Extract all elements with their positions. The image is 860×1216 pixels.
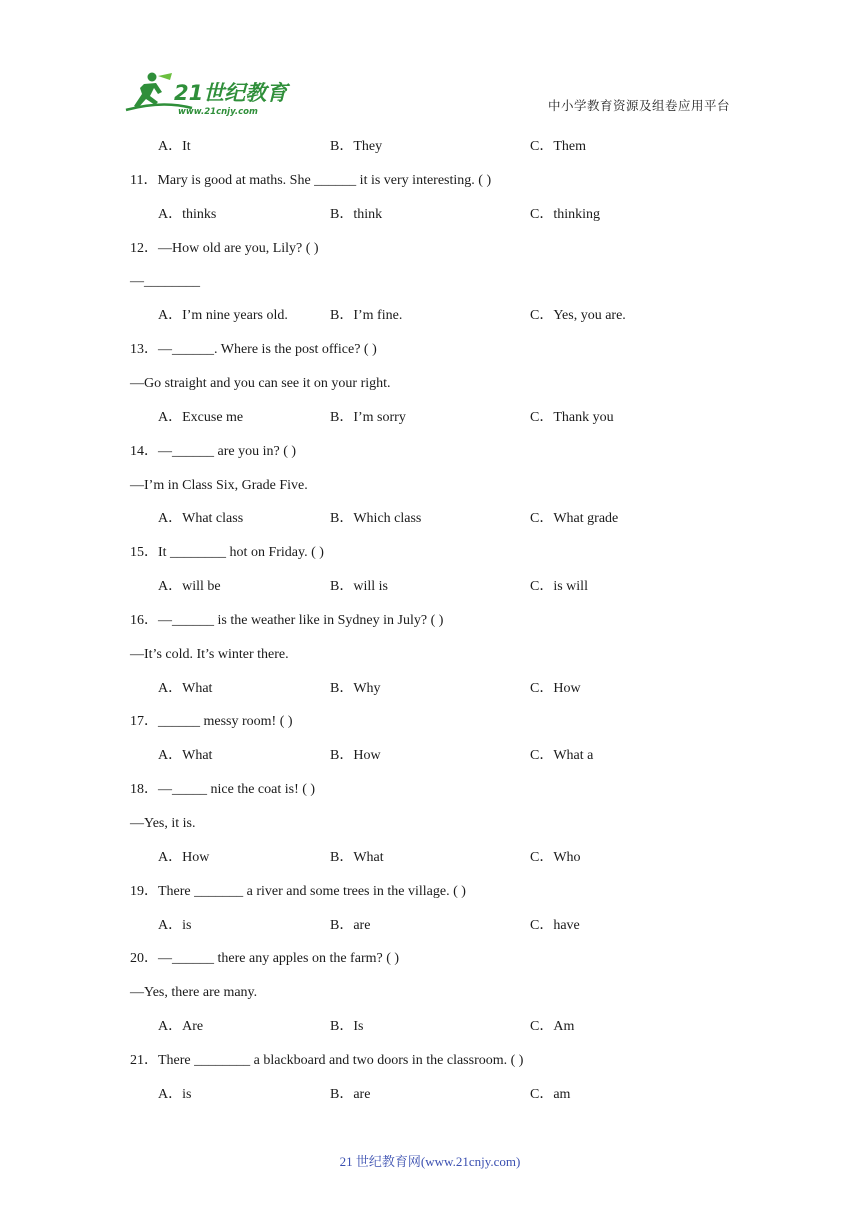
question-text: —Yes, it is. [130, 816, 196, 831]
page-footer: 21 世纪教育网(www.21cnjy.com) [339, 1154, 521, 1169]
question-text: 16．—______ is the weather like in Sydney in July? ( ) [130, 612, 444, 628]
question-text: 21．There ________ a blackboard and two doors in the classroom. ( ) [130, 1052, 524, 1068]
question-line [0, 1050, 860, 1072]
question-text: 17．______ messy room! ( ) [130, 714, 293, 730]
option-a: A．How [158, 849, 210, 865]
question-line [0, 238, 860, 260]
options-row [0, 508, 860, 530]
options-row [0, 305, 860, 327]
question-line [0, 779, 860, 801]
option-a: A．What [158, 680, 213, 696]
option-b: B．I’m sorry [330, 409, 406, 425]
option-a: A．thinks [158, 206, 217, 222]
option-a: A．Are [158, 1019, 204, 1035]
question-text: —Go straight and you can see it on your right. [130, 375, 391, 391]
question-line [0, 948, 860, 970]
options-row [0, 915, 860, 937]
question-text: 13．—______. Where is the post office? ( ) [130, 342, 377, 358]
question-line [0, 271, 860, 293]
question-text: 18．—_____ nice the coat is! ( ) [130, 782, 316, 798]
option-c: C．is will [530, 579, 588, 595]
option-b: B．How [330, 748, 381, 764]
option-a: A．is [158, 1086, 192, 1102]
question-line [0, 475, 860, 497]
question-line [0, 813, 860, 835]
option-b: B．What [330, 849, 384, 865]
question-line [0, 881, 860, 903]
question-line [0, 373, 860, 395]
option-a: A．What class [158, 511, 244, 527]
question-line [0, 441, 860, 463]
option-c: C．Who [530, 849, 581, 865]
option-a: A．Excuse me [158, 409, 244, 425]
option-c: C．Am [530, 1019, 575, 1035]
question-line [0, 982, 860, 1004]
option-c: C．Yes, you are. [530, 308, 626, 324]
option-a: A．is [158, 917, 192, 933]
option-b: B．are [330, 917, 371, 933]
logo-text: 21世纪教育 [174, 81, 288, 105]
question-text: —I’m in Class Six, Grade Five. [130, 477, 308, 493]
option-c: C．have [530, 917, 580, 933]
options-row [0, 678, 860, 700]
options-row [0, 847, 860, 869]
options-row [0, 407, 860, 429]
option-c: C．What a [530, 748, 594, 764]
option-b: B．think [330, 206, 383, 222]
option-c: C．How [530, 680, 581, 696]
option-a: A．What [158, 748, 213, 764]
logo-url: www.21cnjy.com [178, 107, 258, 117]
options-row [0, 576, 860, 598]
option-b: B．They [330, 139, 383, 154]
option-c: C．thinking [530, 206, 601, 222]
option-c: C．What grade [530, 511, 619, 527]
option-a: A．I’m nine years old. [158, 308, 288, 324]
options-row [0, 745, 860, 767]
options-row [0, 1016, 860, 1038]
option-c: C．am [530, 1086, 571, 1102]
question-line [0, 610, 860, 632]
logo [122, 70, 292, 118]
question-line [0, 542, 860, 564]
question-text: 14．—______ are you in? ( ) [130, 443, 297, 459]
question-text: 19．There _______ a river and some trees in the village. ( ) [130, 883, 466, 899]
question-text: 15．It ________ hot on Friday. ( ) [130, 545, 324, 561]
option-b: B．are [330, 1086, 371, 1102]
option-b: B．Is [330, 1019, 364, 1035]
question-text: 20．—______ there any apples on the farm? ( ) [130, 951, 400, 967]
options-row [0, 136, 860, 158]
question-text: —Yes, there are many. [130, 985, 258, 1001]
option-c: C．Thank you [530, 409, 614, 425]
options-row [0, 1084, 860, 1106]
question-line [0, 339, 860, 361]
question-line [0, 170, 860, 192]
option-b: B．Which class [330, 511, 422, 527]
page-header [0, 0, 860, 130]
question-text: —It’s cold. It’s winter there. [130, 646, 289, 662]
question-text: 12．—How old are you, Lily? ( ) [130, 240, 319, 256]
option-b: B．Why [330, 680, 381, 696]
question-line [0, 711, 860, 733]
option-b: B．will is [330, 579, 388, 595]
header-tagline: 中小学教育资源及组卷应用平台 [548, 98, 731, 113]
option-a: A．It [158, 139, 191, 154]
option-b: B．I’m fine. [330, 308, 403, 324]
question-line [0, 644, 860, 666]
option-c: C．Them [530, 139, 586, 154]
question-text: 11．Mary is good at maths. She ______ it is very interesting. ( ) [130, 172, 492, 188]
question-text: —________ [130, 274, 200, 290]
option-a: A．will be [158, 579, 221, 595]
options-row [0, 204, 860, 226]
